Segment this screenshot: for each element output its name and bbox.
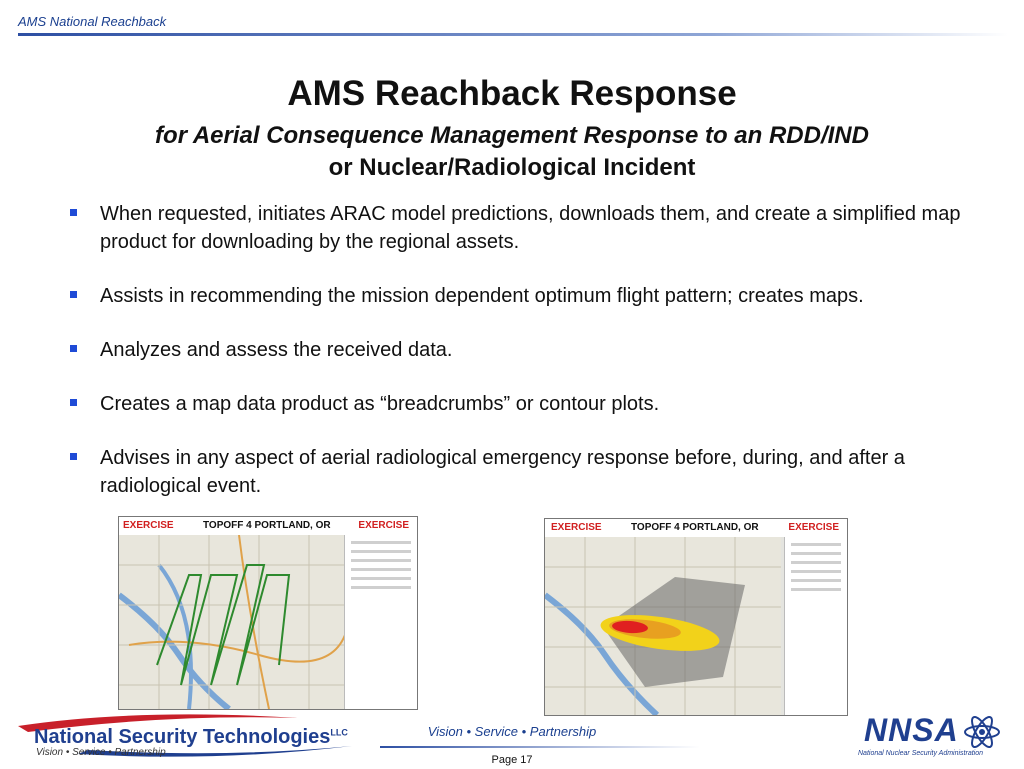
map-header [545,519,847,537]
slide-subtitle-line1: for Aerial Consequence Management Response to an RDD/IND [155,122,869,149]
legend-line [791,579,841,582]
bullet-text: Assists in recommending the mission dependent optimum flight pattern; creates maps. [100,285,864,307]
bullet-text: Creates a map data product as “breadcrumbs” or contour plots. [100,393,660,415]
map-legend [784,537,847,715]
slide-subtitle-line2: or Nuclear/Radiological Incident [328,154,696,181]
map-exercise-label: EXERCISE [123,520,174,531]
legend-line [791,552,841,555]
nstec-tagline: Vision • Service • Partnership [36,747,166,758]
bullet-item [68,336,988,364]
bullet-square-icon [70,209,77,216]
bullet-square-icon [70,345,77,352]
bullet-item [68,282,988,310]
footer-rule [380,746,700,748]
bullet-item [68,200,988,256]
legend-line [351,577,411,580]
bullet-list [68,200,988,526]
legend-line [791,588,841,591]
map-exercise-label: EXERCISE [358,520,409,531]
legend-line [351,559,411,562]
header-label: AMS National Reachback [18,14,167,29]
legend-line [791,561,841,564]
map-exercise-label: EXERCISE [551,522,602,533]
header-rule [18,33,1008,36]
company-name: National Security Technologies [34,726,331,748]
legend-line [351,568,411,571]
bullet-item [68,390,988,418]
map-location-label: TOPOFF 4 PORTLAND, OR [203,520,331,531]
bullet-item [68,444,988,500]
nnsa-letters: NNSA [864,712,959,748]
map-header [119,517,417,535]
bullet-text: Analyzes and assess the received data. [100,339,453,361]
bullet-square-icon [70,291,77,298]
legend-line [791,570,841,573]
company-suffix: LLC [330,727,348,738]
nnsa-logo [858,712,1006,760]
legend-line [351,586,411,589]
bullet-square-icon [70,399,77,406]
slide-header [0,0,1024,40]
page-number: Page 17 [491,754,533,766]
legend-line [351,550,411,553]
contour-plume-map [544,518,848,716]
flight-pattern-map [118,516,418,710]
bullet-text: When requested, initiates ARAC model predictions, downloads them, and create a simplified map product for downloading by the regional assets. [100,203,961,253]
legend-line [351,541,411,544]
slide-title: AMS Reachback Response [287,74,737,113]
atom-icon [962,712,1002,752]
legend-line [791,543,841,546]
map-location-label: TOPOFF 4 PORTLAND, OR [631,522,759,533]
bullet-text: Advises in any aspect of aerial radiological emergency response before, during, and after a radiological event. [100,447,905,497]
map-legend [344,535,417,709]
bullet-square-icon [70,453,77,460]
map-exercise-label: EXERCISE [788,522,839,533]
footer-tagline: Vision • Service • Partnership [427,724,597,739]
nnsa-name: National Nuclear Security Administration [858,750,984,757]
